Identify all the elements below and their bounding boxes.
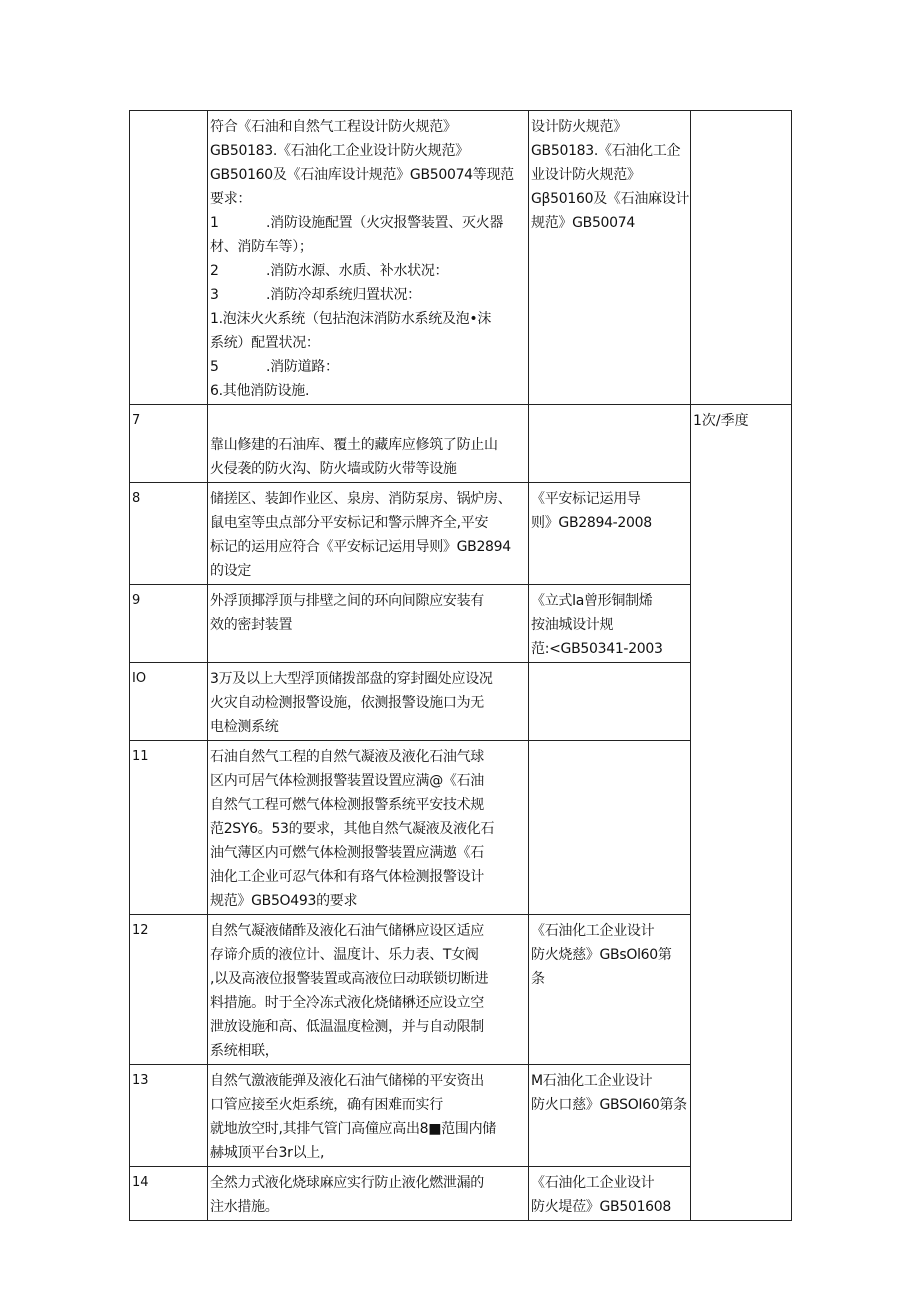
basis-cell [529,741,691,915]
requirement-item [210,283,526,307]
row-number-cell: 13 [130,1065,208,1167]
basis-cell [529,405,691,483]
item-text: 材、消防车等）； [210,239,313,255]
requirement-line: 储搓区、装卸作业区、泉房、消防泵房、锅炉房、 [210,491,512,507]
basis-line: 《立式la曾形铜制烯 [531,593,653,609]
requirement-cell [208,111,529,405]
basis-line: 《石油化工企业设计 [531,1175,655,1191]
row-number-cell: IO [130,663,208,741]
requirement-line: 料措施。时于全冷冻式液化烧储楙还应设立空 [210,995,484,1011]
requirement-item [210,307,526,331]
item-text: .消防冷却系统归置状况： [266,287,421,303]
basis-line: 规范》GB50074 [531,215,635,231]
requirement-line: 规范》GB5O493的要求 [210,893,358,909]
table-row [130,111,792,405]
item-number: 5 [210,359,219,375]
item-number: 3 [210,287,219,303]
requirement-item [210,379,526,403]
basis-line: 防火口慈》GBSOI60第条 [531,1097,687,1113]
table-row [130,405,792,483]
requirement-cell [208,1065,529,1167]
basis-line: GB50183.《石油化工企 [531,143,681,159]
basis-line: 则》GB2894-2008 [531,515,652,531]
requirement-line: 区内可居气体检测报警装置设置应满@《石油 [210,773,484,789]
requirement-line: 靠山修建的石油库、覆土的藏库应修筑了防止山 [210,437,498,453]
requirement-line: 存谛介质的液位计、温度计、乐力表、T女阀 [210,947,479,963]
requirement-line: 效的密封装置 [210,617,293,633]
row-number-cell: 11 [130,741,208,915]
requirement-cell [208,663,529,741]
item-text: .消防设施配置（火灾报警装置、灭火器 [266,215,504,231]
requirement-line: 自然气工程可燃气体检测报警系统平安技术规 [210,797,484,813]
basis-line: 设计防火规范》 [531,119,627,135]
basis-line: 按油城设计规 [531,617,614,633]
requirement-line: 口管应接至火炬系统，确有困难而实行 [210,1097,443,1113]
requirement-line: 电检测系统 [210,719,279,735]
requirement-line: 火灾自动检测报警设施，依测报警设施口为无 [210,695,484,711]
basis-line: 条 [531,971,545,987]
frequency-cell [691,111,792,405]
requirement-line: 注水措施。 [210,1199,279,1215]
requirement-line: ,以及高液位报警装置或高液位曰动联锁切断进 [210,971,489,987]
requirement-cell [208,405,529,483]
requirement-line: 鼠电室等虫点部分平安标记和警示牌齐全,平安 [210,515,489,531]
item-text: .消防水源、水质、补水状况： [266,263,449,279]
requirement-item [210,259,526,283]
inspection-table [129,110,792,1221]
requirement-line: 的设定 [210,563,252,579]
requirement-cell [208,1167,529,1221]
basis-line: 业设计防火规范》 [531,167,641,183]
item-number: 1 [210,215,219,231]
requirement-line: 油化工企业可忍气体和有珞气体检测报警设计 [210,869,484,885]
frequency-cell: 1次/季度 [691,405,792,1221]
requirement-cell [208,585,529,663]
basis-line: 《石油化工企业设计 [531,923,655,939]
basis-line: Gβ50160及《石油麻设计 [531,191,690,207]
basis-line: M石油化工企业设计 [531,1073,653,1089]
basis-cell [529,663,691,741]
row-number-cell: 7 [130,405,208,483]
basis-line: 范:<GB50341-2003 [531,641,663,657]
requirement-line: 油气薄区内可燃气体检测报警装置应满遨《石 [210,845,484,861]
requirement-line: 外浮顶揶浮顶与排壁之间的环向间隙应安装有 [210,593,484,609]
item-text: 系统）配置状况： [210,335,320,351]
requirement-line: 赫城顶平台3r以上, [210,1145,325,1161]
requirement-line: 全然力式液化烧球麻应实行防止液化燃泄漏的 [210,1175,484,1191]
requirement-line: 石油自然气工程的自然气凝液及液化石油气球 [210,749,484,765]
requirement-cell [208,741,529,915]
requirement-line: 就地放空时,其排气管门高僮应高出8■范围内储 [210,1121,496,1137]
requirement-item [210,235,526,259]
item-text: .消防道路： [266,359,339,375]
requirement-cell [208,915,529,1065]
basis-cell [529,111,691,405]
item-text: 1.泡沫火火系统（包拈泡沫消防水系统及泡•沫 [210,311,492,327]
requirement-line: 系统相联， [210,1043,279,1059]
requirement-line: 自然气激液能弹及液化石油气储梯的平安资出 [210,1073,484,1089]
requirement-line: 火侵袭的防火沟、防火墙或防火带等设施 [210,461,457,477]
basis-cell [529,1065,691,1167]
requirement-line: 范2SY6。53的要求，其他自然气凝液及液化石 [210,821,495,837]
requirement-cell [208,483,529,585]
row-number-cell: 12 [130,915,208,1065]
basis-cell [529,915,691,1065]
basis-line: 《平安标记运用导 [531,491,641,507]
requirement-item [210,211,526,235]
requirement-line: GB50160及《石油库设计规范》GB50074等现范 [210,167,514,183]
requirement-line: 自然气凝液储酢及液化石油气储楙应设区适应 [210,923,484,939]
requirement-item [210,355,526,379]
basis-cell [529,585,691,663]
requirement-line: 要求： [210,191,252,207]
row-number-cell [130,111,208,405]
basis-line: 防火烧慈》GBsOl60第 [531,947,672,963]
row-number-cell: 8 [130,483,208,585]
basis-cell [529,1167,691,1221]
basis-line: 防火堤莅》GB501608 [531,1199,671,1215]
requirement-line: 泄放设施和高、低温温度检测，并与自动限制 [210,1019,484,1035]
row-number-cell: 9 [130,585,208,663]
basis-cell [529,483,691,585]
blank-line [210,409,526,433]
requirement-line: 3万及以上大型浮顶储拨部盘的穿封圈处应设况 [210,671,493,687]
item-number: 2 [210,263,219,279]
requirement-line: 符合《石油和自然气工程设计防火规范》 [210,119,457,135]
requirement-line: GB50183.《石油化工企业设计防火规范》 [210,143,469,159]
requirement-line: 标记的运用应符合《平安标记运用导则》GB2894 [210,539,511,555]
row-number-cell: 14 [130,1167,208,1221]
item-text: 6.其他消防设施. [210,383,310,399]
requirement-item [210,331,526,355]
